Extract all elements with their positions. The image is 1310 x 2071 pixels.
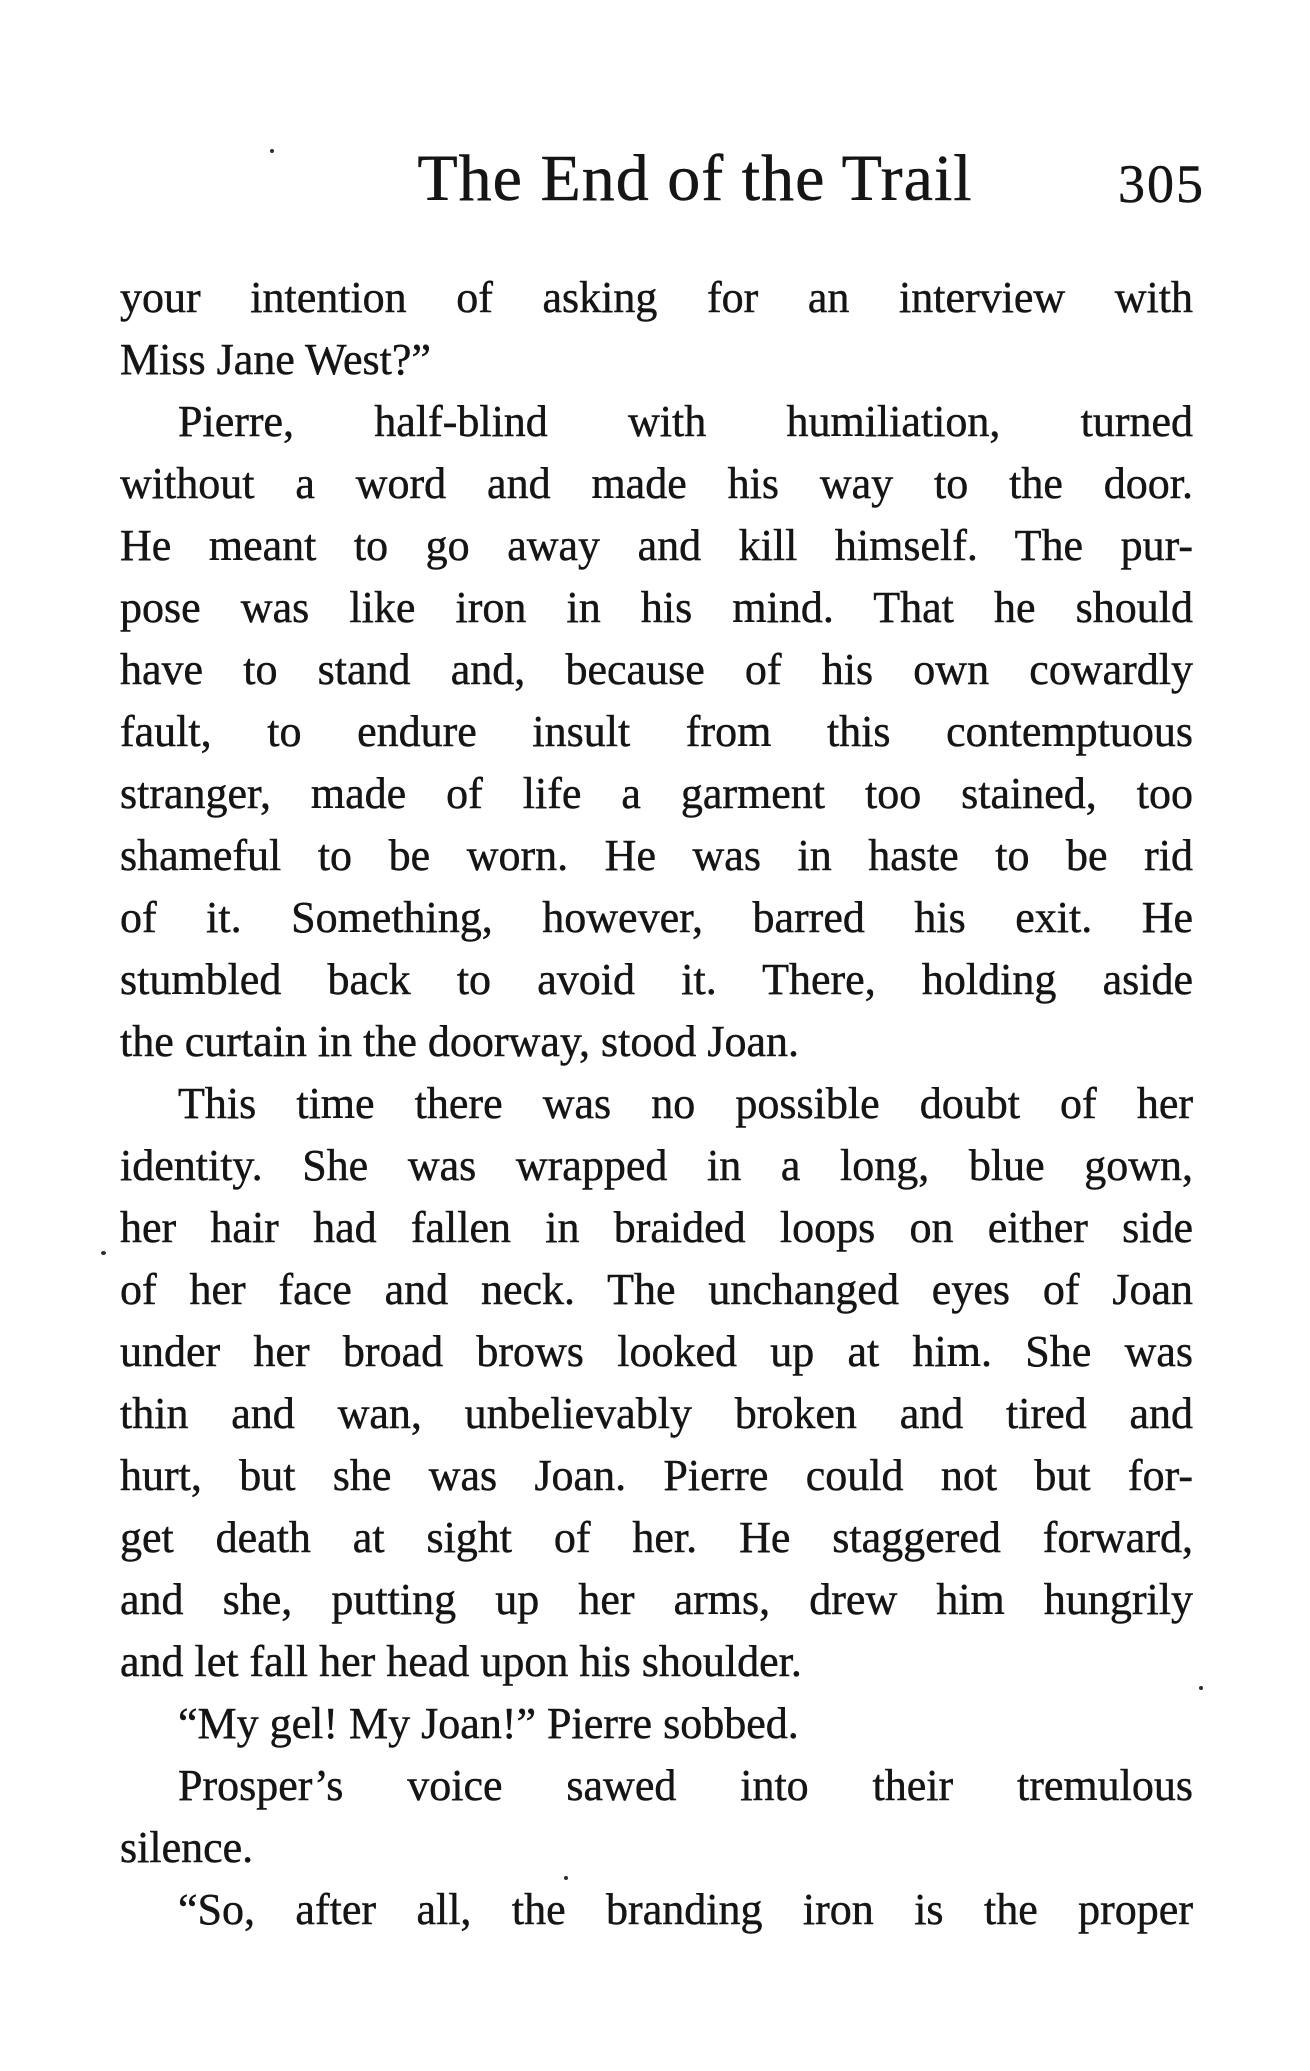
text-line: stranger, made of life a garment too stained, too [120,769,1193,818]
text-line: Miss Jane West?” [120,335,431,384]
text-line: have to stand and, because of his own cowardly [120,645,1193,694]
text-line: silence. [120,1823,254,1872]
text-line: fault, to endure insult from this contemptuous [120,707,1193,756]
text-line: “My gel! My Joan!” Pierre sobbed. [178,1699,799,1748]
text-line: the curtain in the doorway, stood Joan. [120,1017,799,1066]
text-line: of her face and neck. The unchanged eyes of Joan [120,1265,1193,1314]
text-line: your intention of asking for an interview with [120,273,1193,322]
text-line: Prosper’s voice sawed into their tremulous [178,1761,1193,1810]
scan-speck [101,1251,106,1255]
text-line: “So, after all, the branding iron is the proper [178,1885,1193,1934]
text-line: shameful to be worn. He was in haste to be rid [120,831,1193,880]
text-line: her hair had fallen in braided loops on either side [120,1203,1193,1252]
text-line: thin and wan, unbelievably broken and tired and [120,1389,1193,1438]
page-number: 305 [1118,154,1205,214]
text-line: of it. Something, however, barred his exit. He [120,893,1193,942]
text-line: He meant to go away and kill himself. The pur- [120,521,1193,570]
text-line: Pierre, half-blind with humiliation, turned [178,397,1193,446]
scan-speck [564,1876,568,1880]
scan-speck [1199,1686,1203,1690]
text-line: under her broad brows looked up at him. She was [120,1327,1193,1376]
text-line: hurt, but she was Joan. Pierre could not but for- [120,1451,1193,1500]
text-line: without a word and made his way to the door. [120,459,1193,508]
page-title: The End of the Trail [417,142,973,215]
text-line: get death at sight of her. He staggered forward, [120,1513,1193,1562]
body-text [120,267,1193,1941]
text-line: pose was like iron in his mind. That he should [120,583,1193,632]
text-line: and she, putting up her arms, drew him hungrily [120,1575,1193,1624]
text-line: identity. She was wrapped in a long, blue gown, [120,1141,1193,1190]
text-line: and let fall her head upon his shoulder. [120,1637,802,1686]
text-line: stumbled back to avoid it. There, holding aside [120,955,1193,1004]
text-line: This time there was no possible doubt of her [178,1079,1193,1128]
scan-speck [270,149,274,153]
